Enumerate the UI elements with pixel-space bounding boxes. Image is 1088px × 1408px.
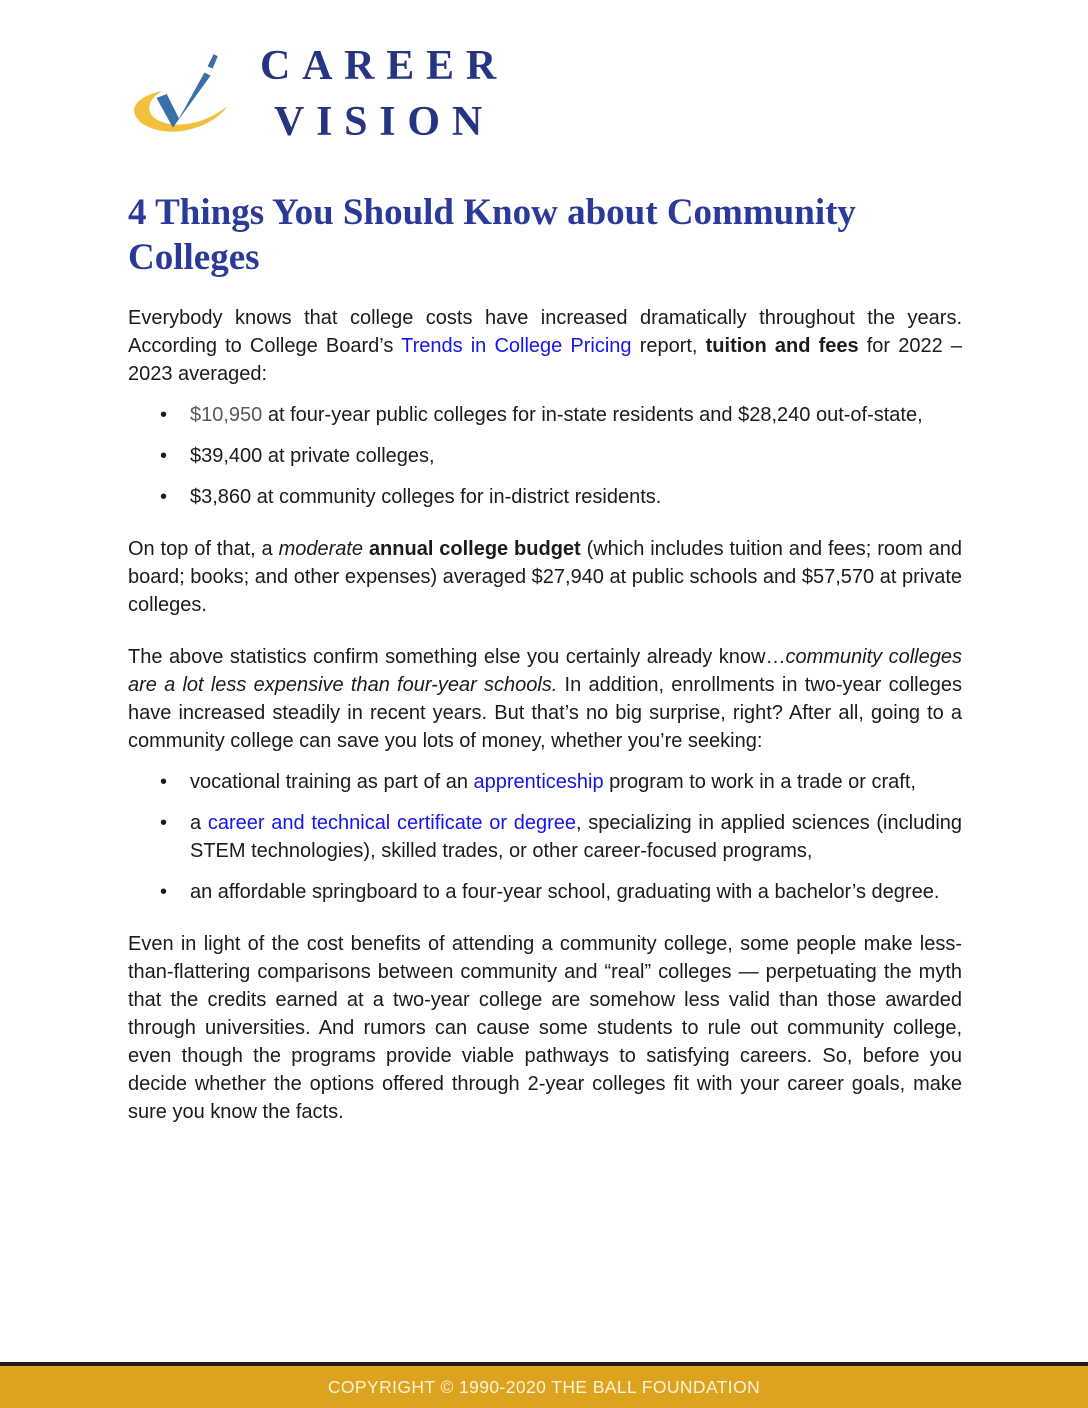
text-segment: vocational training as part of an <box>190 771 474 794</box>
text-segment: tuition and fees <box>705 335 859 358</box>
text-segment: On top of that, a <box>128 538 279 561</box>
document-body <box>128 304 962 1126</box>
paragraph <box>128 535 962 619</box>
footer-bar <box>0 1362 1088 1408</box>
text-segment: $3,860 at community colleges for in-district residents. <box>190 486 662 509</box>
text-segment: a <box>190 812 208 835</box>
inline-link[interactable]: Trends in College Pricing <box>401 335 632 358</box>
text-segment: , specializing in applied sciences (including STEM technologies), skilled trades, or other career-focused programs, <box>190 812 963 863</box>
bullet-list <box>128 768 962 906</box>
paragraph <box>128 304 962 388</box>
logo-wordmark <box>260 38 508 150</box>
check-tip <box>208 54 218 68</box>
text-segment: community colleges are a lot less expensive than four-year schools. <box>128 646 962 697</box>
text-segment: Even in light of the cost benefits of attending a community college, some people make less-than-flattering comparisons between community and “real” colleges — perpetuating the myth that the credits earned at a two-year college are somehow less valid than those awarded through universities. And rumors can cause some students to rule out community college, even though the programs provide viable pathways to satisfying careers. So, before you decide whether the options offered through 2-year colleges fit with your career goals, make sure you know the facts. <box>128 933 962 1124</box>
text-segment: for 2022 – 2023 averaged: <box>128 335 962 386</box>
checkmark-swoosh-icon <box>128 44 230 148</box>
career-vision-logo <box>128 44 962 150</box>
text-segment: an affordable springboard to a four-year school, graduating with a bachelor’s degree. <box>190 881 940 904</box>
paragraph <box>128 643 962 755</box>
text-segment: $39,400 at private colleges, <box>190 445 435 468</box>
bullet-item <box>128 878 962 906</box>
bullet-item <box>128 483 962 511</box>
swoosh-shape <box>134 91 227 132</box>
logo-word-vision: VISION <box>273 99 494 145</box>
paragraph <box>128 930 962 1126</box>
bullet-item <box>128 809 962 865</box>
bullet-list <box>128 401 962 511</box>
text-segment: program to work in a trade or craft, <box>603 771 916 794</box>
bullet-item <box>128 768 962 796</box>
bullet-item <box>128 442 962 470</box>
text-segment: Everybody knows that college costs have increased dramatically throughout the years. According to College Board’s <box>128 307 962 358</box>
text-segment: annual college budget <box>368 538 581 561</box>
inline-link[interactable]: apprenticeship <box>473 771 604 794</box>
bullet-item <box>128 401 962 429</box>
text-segment: report, <box>631 335 706 358</box>
copyright-text: COPYRIGHT © 1990-2020 THE BALL FOUNDATION <box>327 1376 761 1397</box>
text-segment: The above statistics confirm something else you certainly already know… <box>128 646 786 669</box>
text-segment: In addition, enrollments in two-year colleges have increased steadily in recent years. But that’s no big surprise, right? After all, going to a community college can save you lots of money, whether you’re seeking: <box>128 674 962 753</box>
page-title: 4 Things You Should Know about Community Colleges <box>128 192 856 279</box>
text-segment: (which includes tuition and fees; room and board; books; and other expenses) averaged $27,940 at public schools and $57,570 at private colleges. <box>128 538 962 617</box>
text-segment: moderate <box>278 538 364 561</box>
text-segment: $10,950 <box>190 404 263 427</box>
text-segment: at four-year public colleges for in-state residents and $28,240 out-of-state, <box>262 404 923 427</box>
page-content <box>128 0 962 1126</box>
inline-link[interactable]: career and technical certificate or degree <box>207 812 577 835</box>
logo-word-career: CAREER <box>260 43 508 89</box>
